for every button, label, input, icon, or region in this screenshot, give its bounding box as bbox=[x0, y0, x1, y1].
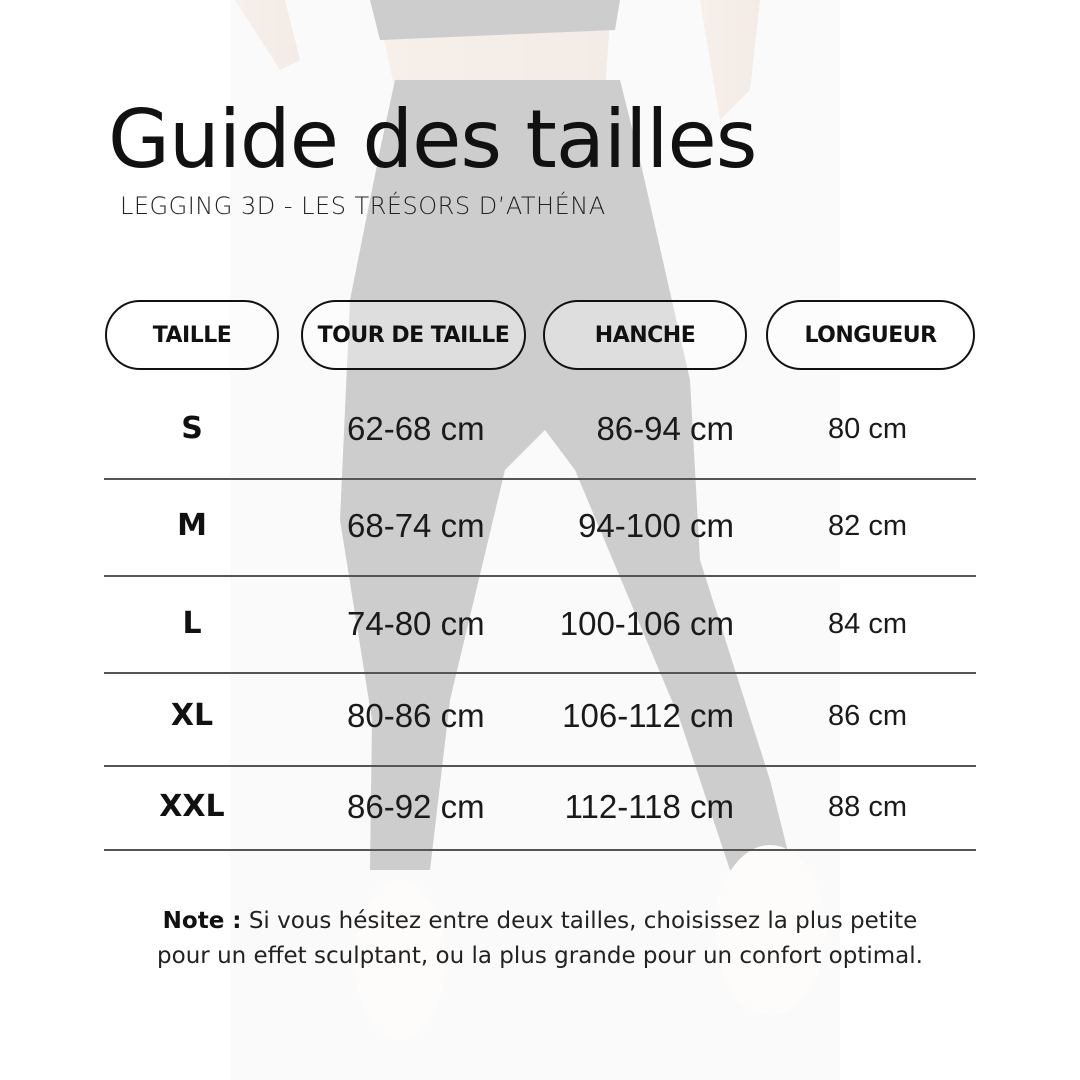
size-cell: M bbox=[177, 508, 207, 543]
row-divider bbox=[104, 478, 976, 480]
product-subtitle: LEGGING 3D - LES TRÉSORS D’ATHÉNA bbox=[120, 192, 606, 220]
table-row bbox=[0, 777, 1080, 837]
sizing-note bbox=[90, 904, 990, 974]
size-cell: S bbox=[181, 411, 203, 446]
page-title: Guide des tailles bbox=[108, 93, 757, 186]
waist-cell: 74-80 cm bbox=[347, 605, 485, 642]
waist-cell: 80-86 cm bbox=[347, 697, 485, 734]
size-cell: L bbox=[182, 606, 202, 641]
hip-cell: 94-100 cm bbox=[578, 507, 734, 544]
table-row bbox=[0, 594, 1080, 654]
waist-cell: 68-74 cm bbox=[347, 507, 485, 544]
row-divider bbox=[104, 849, 976, 851]
length-cell: 80 cm bbox=[828, 413, 907, 445]
hip-cell: 86-94 cm bbox=[596, 410, 734, 447]
length-cell: 84 cm bbox=[828, 608, 907, 640]
length-cell: 86 cm bbox=[828, 700, 907, 732]
length-cell: 82 cm bbox=[828, 510, 907, 542]
hip-cell: 112-118 cm bbox=[564, 788, 734, 825]
hip-cell: 106-112 cm bbox=[562, 697, 734, 734]
header-size: TAILLE bbox=[105, 300, 279, 370]
header-hip: HANCHE bbox=[543, 300, 747, 370]
table-row bbox=[0, 686, 1080, 746]
note-line-2: pour un effet sculptant, ou la plus grande pour un confort optimal. bbox=[157, 943, 923, 969]
row-divider bbox=[104, 575, 976, 577]
size-cell: XXL bbox=[159, 789, 225, 824]
header-length: LONGUEUR bbox=[766, 300, 975, 370]
waist-cell: 62-68 cm bbox=[347, 410, 485, 447]
row-divider bbox=[104, 672, 976, 674]
note-label: Note : bbox=[162, 908, 242, 934]
table-row bbox=[0, 399, 1080, 459]
length-cell: 88 cm bbox=[828, 791, 907, 823]
hip-cell: 100-106 cm bbox=[559, 605, 734, 642]
waist-cell: 86-92 cm bbox=[347, 788, 485, 825]
header-waist: TOUR DE TAILLE bbox=[301, 300, 526, 370]
size-cell: XL bbox=[170, 698, 214, 733]
table-row bbox=[0, 496, 1080, 556]
row-divider bbox=[104, 765, 976, 767]
note-line-1: Si vous hésitez entre deux tailles, choisissez la plus petite bbox=[248, 908, 918, 934]
